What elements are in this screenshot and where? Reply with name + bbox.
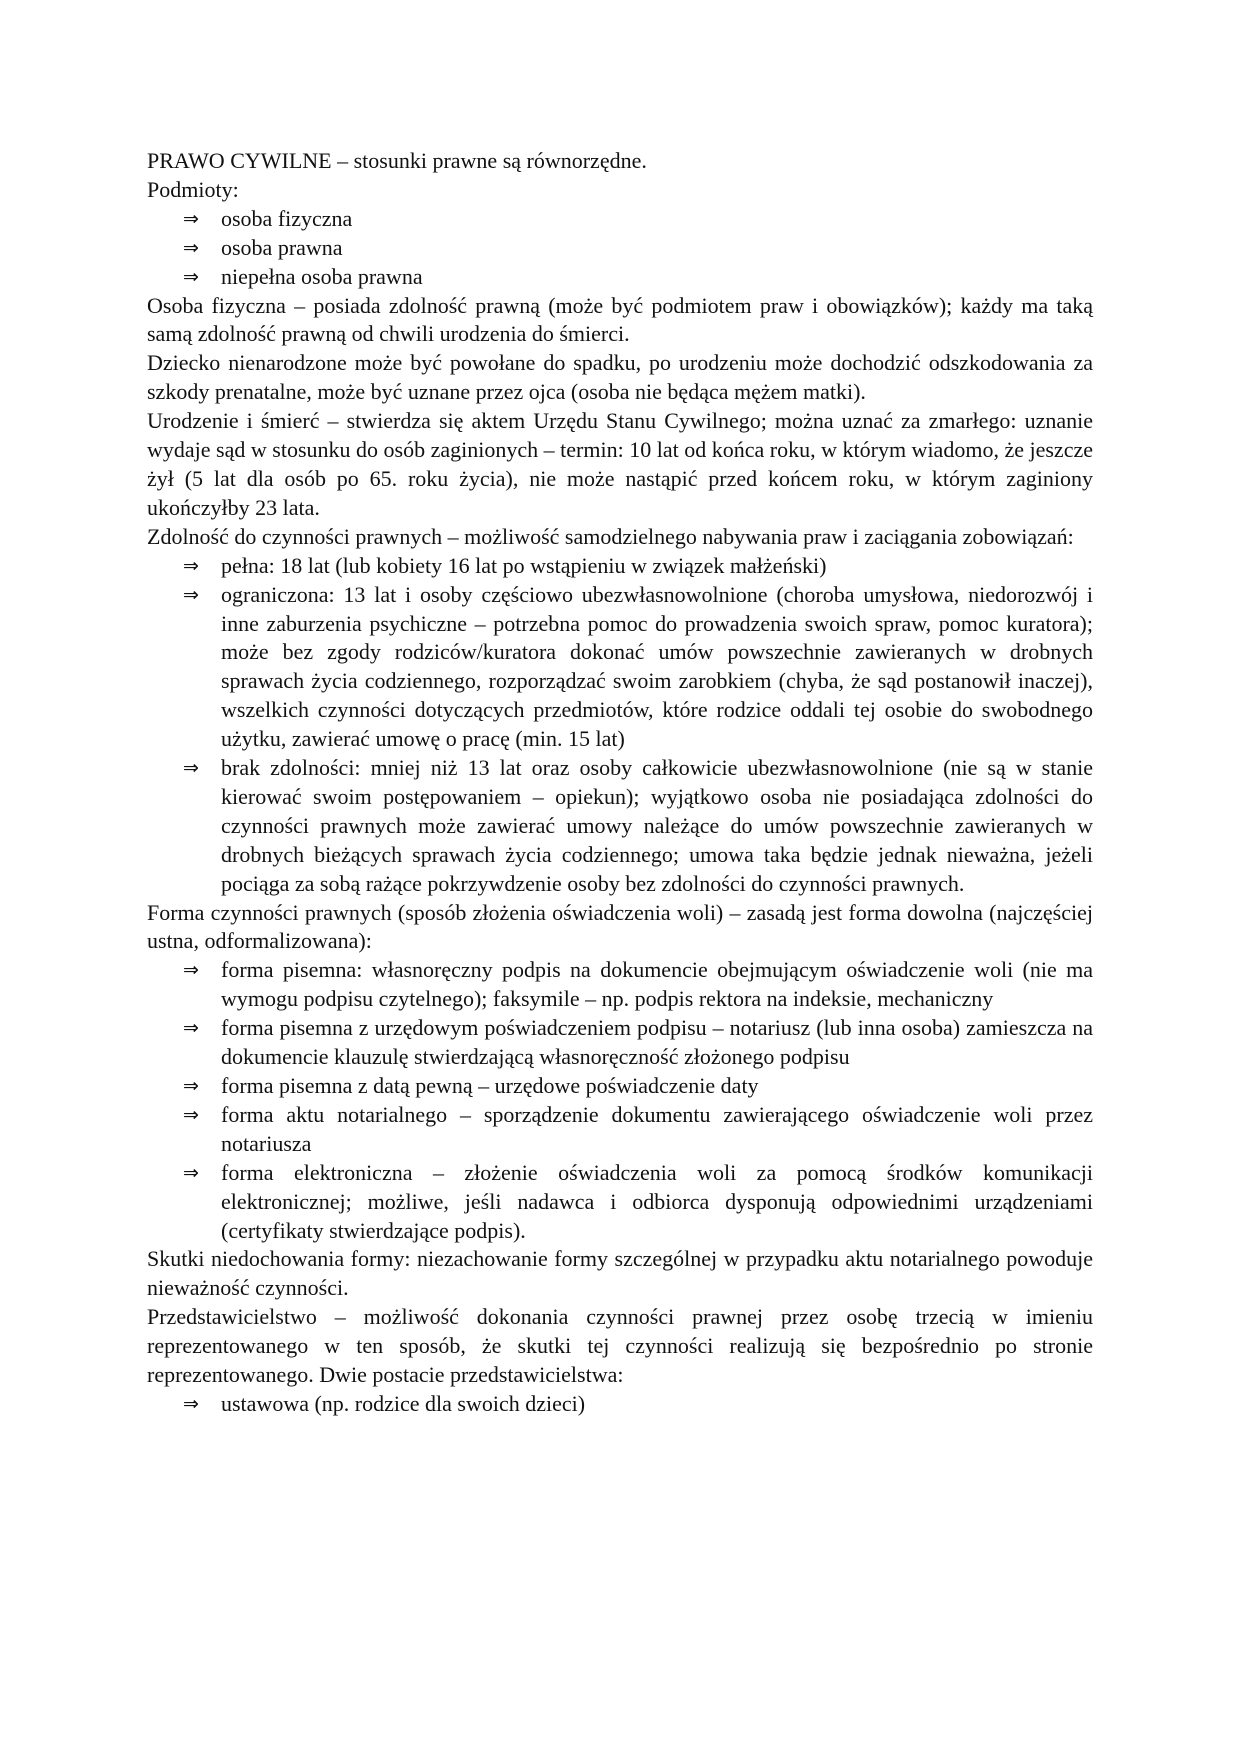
list-item-text: forma pisemna z datą pewną – urzędowe poświadczenie daty: [221, 1073, 759, 1098]
double-arrow-icon: ⇒: [183, 1017, 199, 1040]
subjects-heading: Podmioty:: [147, 176, 239, 202]
list-item: [147, 1101, 1093, 1159]
double-arrow-icon: ⇒: [183, 207, 199, 230]
list-item: [147, 754, 1093, 899]
list-item-text: ustawowa (np. rodzice dla swoich dzieci): [221, 1390, 586, 1416]
list-item-text: forma pisemna: własnoręczny podpis na dokumencie obejmującym oświadczenie woli (nie ma wymogu podpisu czytelnego); faksymile – np. podpis rektora na indeksie, mechaniczny: [221, 957, 1093, 1012]
paragraph-unborn-child: Dziecko nienarodzone może być powołane do spadku, po urodzeniu może dochodzić odszkodowania za szkody prenatalne, może być uznane przez ojca (osoba nie będąca mężem matki).: [147, 350, 1093, 405]
list-item: [147, 1072, 1093, 1101]
double-arrow-icon: ⇒: [183, 959, 199, 982]
list-item: [147, 1390, 1093, 1419]
double-arrow-icon: ⇒: [183, 554, 199, 577]
list-item: [147, 956, 1093, 1014]
double-arrow-icon: ⇒: [183, 1161, 199, 1184]
document-page: [147, 147, 1093, 1419]
paragraph-natural-person: Osoba fizyczna – posiada zdolność prawną (może być podmiotem praw i obowiązków); każdy ma taką samą zdolność prawną od chwili urodzenia do śmierci.: [147, 292, 1093, 347]
subjects-list: [147, 205, 1093, 292]
double-arrow-icon: ⇒: [183, 1103, 199, 1126]
paragraph-birth-death: Urodzenie i śmierć – stwierdza się aktem Urzędu Stanu Cywilnego; można uznać za zmarłego: uznanie wydaje sąd w stosunku do osób zaginionych – termin: 10 lat od końca roku, w którym wiadomo, że jeszcze żył (5 lat dla osób po 65. roku życia), nie może nastąpić przed końcem roku, w którym zaginiony ukończyłby 23 lata.: [147, 408, 1093, 520]
list-item: [147, 205, 1093, 234]
list-item-text: pełna: 18 lat (lub kobiety 16 lat po wstąpieniu w związek małżeński): [221, 552, 827, 578]
form-list: [147, 956, 1093, 1245]
double-arrow-icon: ⇒: [183, 236, 199, 259]
paragraph-form-consequences: Skutki niedochowania formy: niezachowanie formy szczególnej w przypadku aktu notarialnego powoduje nieważność czynności.: [147, 1246, 1093, 1301]
list-item-text: osoba fizyczna: [221, 205, 353, 231]
list-item-text: brak zdolności: mniej niż 13 lat oraz osoby całkowicie ubezwłasnowolnione (nie są w stanie kierować swoim postępowaniem – opiekun); wyjątkowo osoba nie posiadająca zdolności do czynności prawnych może zawierać umowy należące do umów powszechnie zawieranych w drobnych bieżących sprawach życia codziennego; umowa taka będzie jednak nieważna, jeżeli pociąga za sobą rażące pokrzywdzenie osoby bez zdolności do czynności prawnych.: [221, 755, 1093, 896]
double-arrow-icon: ⇒: [183, 1075, 199, 1097]
list-item-text: ograniczona: 13 lat i osoby częściowo ubezwłasnowolnione (choroba umysłowa, niedorozwój i inne zaburzenia psychiczne – potrzebna pomoc do prowadzenia swoich spraw, pomoc kuratora); może bez zgody rodziców/kuratora dokonać umów powszechnie zawieranych w drobnych sprawach życia codziennego, rozporządzać swoim zarobkiem (chyba, że sąd postanowił inaczej), wszelkich czynności dotyczących przedmiotów, które rodzice oddali tej osobie do swobodnego użytku, zawierać umowę o pracę (min. 15 lat): [221, 581, 1093, 752]
paragraph-legal-capacity: Zdolność do czynności prawnych – możliwość samodzielnego nabywania praw i zaciągania zobowiązań:: [147, 523, 1074, 549]
double-arrow-icon: ⇒: [183, 583, 199, 606]
list-item-text: forma pisemna z urzędowym poświadczeniem podpisu – notariusz (lub inna osoba) zamieszcza na dokumencie klauzulę stwierdzającą własnoręczność złożonego podpisu: [221, 1015, 1093, 1070]
list-item-text: osoba prawna: [221, 234, 343, 260]
list-item-text: forma aktu notarialnego – sporządzenie dokumentu zawierającego oświadczenie woli przez notariusza: [221, 1101, 1093, 1156]
capacity-list: [147, 552, 1093, 899]
paragraph-representation: Przedstawicielstwo – możliwość dokonania czynności prawnej przez osobę trzecią w imieniu reprezentowanego w ten sposób, że skutki tej czynności realizują się bezpośrednio po stronie reprezentowanego. Dwie postacie przedstawicielstwa:: [147, 1304, 1093, 1388]
list-item: [147, 263, 1093, 292]
list-item-text: niepełna osoba prawna: [221, 263, 423, 289]
list-item: [147, 581, 1093, 754]
document-title: PRAWO CYWILNE – stosunki prawne są równorzędne.: [147, 148, 647, 173]
list-item: [147, 1159, 1093, 1246]
list-item: [147, 1014, 1093, 1072]
representation-list: [147, 1390, 1093, 1419]
list-item: [147, 552, 1093, 581]
list-item-text: forma elektroniczna – złożenie oświadczenia woli za pomocą środków komunikacji elektronicznej; możliwe, jeśli nadawca i odbiorca dysponują odpowiednimi urządzeniami (certyfikaty stwierdzające podpis).: [221, 1159, 1093, 1243]
double-arrow-icon: ⇒: [183, 265, 199, 288]
list-item: [147, 234, 1093, 263]
double-arrow-icon: ⇒: [183, 1392, 199, 1415]
double-arrow-icon: ⇒: [183, 757, 199, 780]
paragraph-legal-form: Forma czynności prawnych (sposób złożenia oświadczenia woli) – zasadą jest forma dowolna (najczęściej ustna, odformalizowana):: [147, 899, 1093, 954]
